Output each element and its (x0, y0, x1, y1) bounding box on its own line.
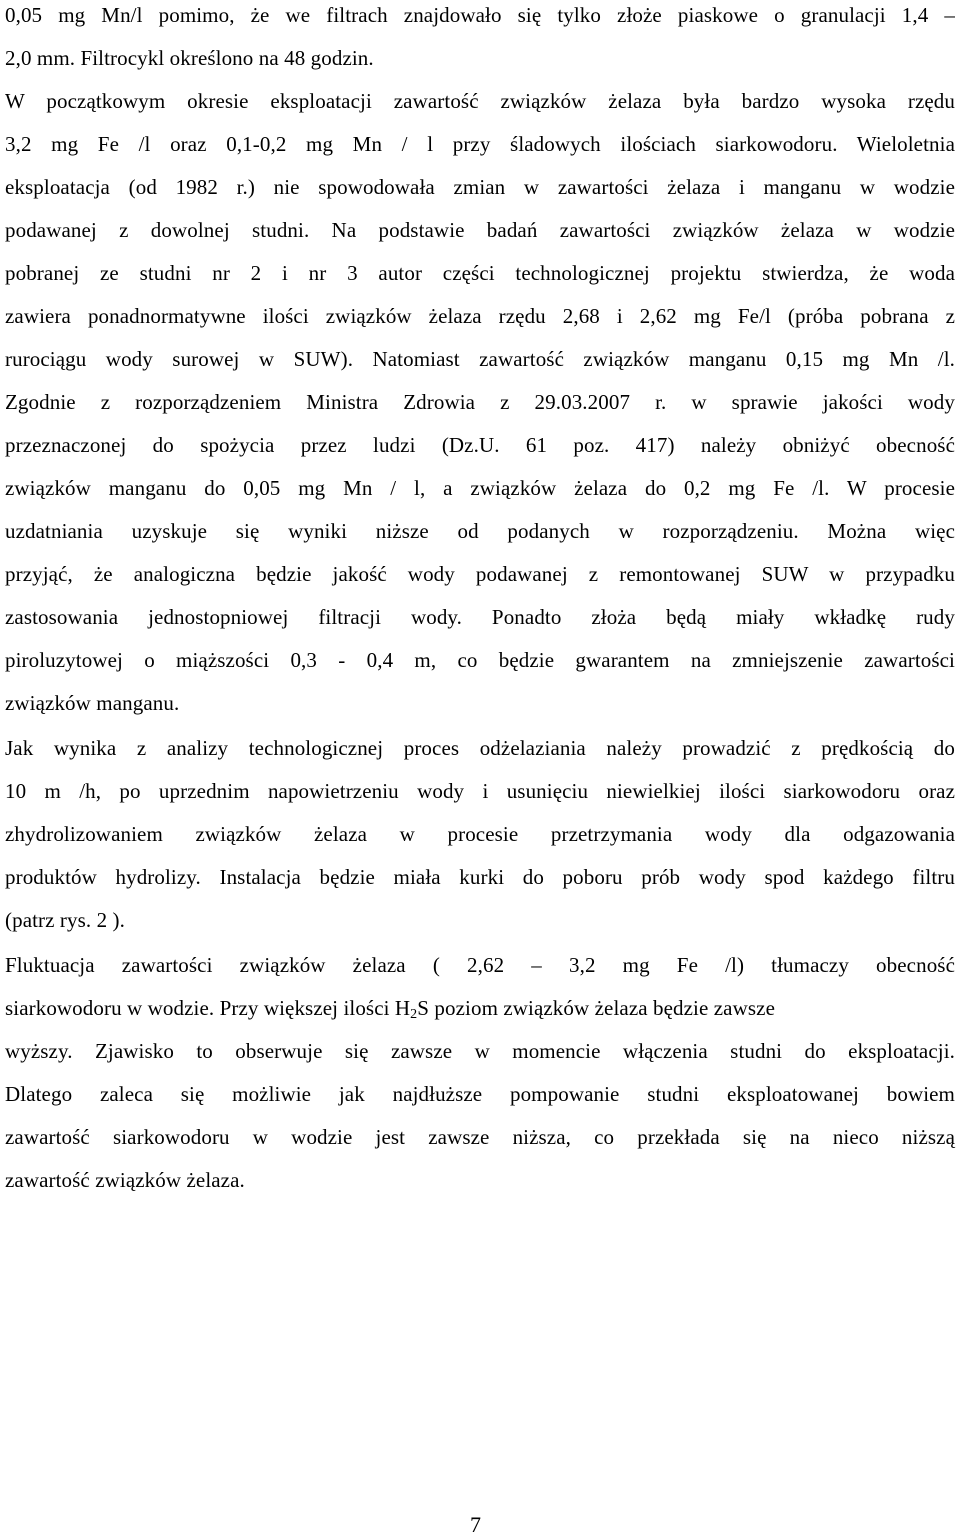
text-line: (patrz rys. 2 ). (5, 908, 125, 932)
text-line: Jak wynika z analizy technologicznej proces odżelaziania należy prowadzić z prędkością do (5, 736, 955, 760)
text-line: Dlatego zaleca się możliwie jak najdłuższe pompowanie studni eksploatowanej bowiem (5, 1082, 955, 1106)
text-line: zastosowania jednostopniowej filtracji wody. Ponadto złoża będą miały wkładkę rudy (5, 605, 955, 629)
text-line: zawiera ponadnormatywne ilości związków żelaza rzędu 2,68 i 2,62 mg Fe/l (próba pobrana z (5, 304, 955, 328)
text-line: Fluktuacja zawartości związków żelaza ( 2,62 – 3,2 mg Fe /l) tłumaczy obecność (5, 953, 955, 977)
text-line: 10 m /h, po uprzednim napowietrzeniu wody i usunięciu niewielkiej ilości siarkowodoru oraz (5, 779, 955, 803)
text-line: 3,2 mg Fe /l oraz 0,1-0,2 mg Mn / l przy śladowych ilościach siarkowodoru. Wieloletnia (5, 132, 955, 156)
text-line: pobranej ze studni nr 2 i nr 3 autor części technologicznej projektu stwierdza, że woda (5, 261, 955, 285)
text-line: związków manganu. (5, 691, 180, 715)
page-number: 7 (470, 1512, 481, 1537)
text-line: związków manganu do 0,05 mg Mn / l, a związków żelaza do 0,2 mg Fe /l. W procesie (5, 476, 955, 500)
text-line: Zgodnie z rozporządzeniem Ministra Zdrowia z 29.03.2007 r. w sprawie jakości wody (5, 390, 955, 414)
text-segment: S poziom związków żelaza będzie zawsze (417, 996, 775, 1020)
text-line: zawartość siarkowodoru w wodzie jest zawsze niższa, co przekłada się na nieco niższą (5, 1125, 955, 1149)
text-line: wyższy. Zjawisko to obserwuje się zawsze w momencie włączenia studni do eksploatacji. (5, 1039, 955, 1063)
text-line: piroluzytowej o miąższości 0,3 - 0,4 m, co będzie gwarantem na zmniejszenie zawartości (5, 648, 955, 672)
text-line: przeznaczonej do spożycia przez ludzi (Dz.U. 61 poz. 417) należy obniżyć obecność (5, 433, 955, 457)
text-line: 2,0 mm. Filtrocykl określono na 48 godzin. (5, 46, 374, 70)
text-line: podawanej z dowolnej studni. Na podstawie badań zawartości związków żelaza w wodzie (5, 218, 955, 242)
text-segment: siarkowodoru w wodzie. Przy większej ilości H (5, 996, 411, 1020)
text-line: przyjąć, że analogiczna będzie jakość wody podawanej z remontowanej SUW w przypadku (5, 562, 955, 586)
text-line-with-subscript (5, 995, 955, 1021)
text-line: produktów hydrolizy. Instalacja będzie miała kurki do poboru prób wody spod każdego filtru (5, 865, 955, 889)
text-line: W początkowym okresie eksploatacji zawartość związków żelaza była bardzo wysoka rzędu (5, 89, 955, 113)
text-line: rurociągu wody surowej w SUW). Natomiast zawartość związków manganu 0,15 mg Mn /l. (5, 347, 955, 371)
text-line: zawartość związków żelaza. (5, 1168, 245, 1192)
text-line: 0,05 mg Mn/l pomimo, że we filtrach znajdowało się tylko złoże piaskowe o granulacji 1,4 – (5, 3, 955, 27)
text-line: zhydrolizowaniem związków żelaza w procesie przetrzymania wody dla odgazowania (5, 822, 955, 846)
text-line: uzdatniania uzyskuje się wyniki niższe od podanych w rozporządzeniu. Można więc (5, 519, 955, 543)
subscript-2: 2 (410, 1007, 418, 1022)
text-line: eksploatacja (od 1982 r.) nie spowodowała zmian w zawartości żelaza i manganu w wodzie (5, 175, 955, 199)
